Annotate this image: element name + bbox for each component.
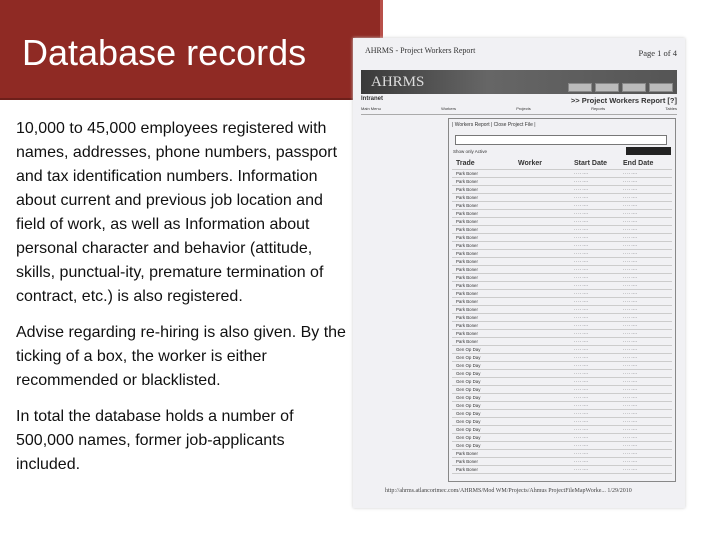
table-row	[452, 258, 672, 266]
trade-cell: Park Boner	[456, 211, 478, 216]
redacted-cell	[518, 362, 574, 369]
redacted-cell: ·· ·· ····	[574, 179, 589, 184]
redacted-cell: ·· ·· ····	[623, 459, 638, 464]
paragraph-rehiring: Advise regarding re-hiring is also given. By the ticking of a box, the worker is either recommended or blacklisted.	[16, 324, 346, 389]
redacted-cell: ·· ·· ····	[623, 219, 638, 224]
trade-cell: Park Boner	[456, 275, 478, 280]
table-row	[452, 266, 672, 274]
table-header	[452, 159, 672, 170]
trade-cell: Park Boner	[456, 171, 478, 176]
redacted-cell	[518, 306, 574, 313]
table-row	[452, 250, 672, 258]
redacted-cell: ·· ·· ····	[623, 275, 638, 280]
table-row	[452, 402, 672, 410]
redacted-cell: ·· ·· ····	[623, 195, 638, 200]
redacted-cell	[518, 242, 574, 249]
redacted-cell	[518, 426, 574, 433]
redacted-cell: ·· ·· ····	[623, 371, 638, 376]
redacted-cell	[518, 394, 574, 401]
col-trade: Trade	[456, 160, 475, 167]
trade-cell: Gen Op Day	[456, 427, 481, 432]
trade-cell: Park Boner	[456, 291, 478, 296]
table-row	[452, 458, 672, 466]
table-row	[452, 354, 672, 362]
redacted-cell: ·· ·· ····	[574, 371, 589, 376]
redacted-cell	[518, 258, 574, 265]
trade-cell: Gen Op Day	[456, 419, 481, 424]
trade-cell: Gen Op Day	[456, 379, 481, 384]
trade-cell: Park Boner	[456, 339, 478, 344]
trade-cell: Park Boner	[456, 227, 478, 232]
trade-cell: Park Boner	[456, 259, 478, 264]
redacted-cell: ·· ·· ····	[574, 355, 589, 360]
table-row	[452, 450, 672, 458]
trade-cell: Gen Op Day	[456, 403, 481, 408]
redacted-cell: ·· ·· ····	[574, 419, 589, 424]
redacted-cell: ·· ·· ····	[623, 427, 638, 432]
redacted-cell	[518, 370, 574, 377]
redacted-cell: ·· ·· ····	[574, 243, 589, 248]
redacted-cell: ·· ·· ····	[623, 211, 638, 216]
table-row	[452, 418, 672, 426]
redacted-cell: ·· ·· ····	[574, 307, 589, 312]
redacted-cell: ·· ·· ····	[574, 379, 589, 384]
table-row	[452, 330, 672, 338]
redacted-cell: ·· ·· ····	[623, 291, 638, 296]
table-row	[452, 314, 672, 322]
redacted-cell: ·· ·· ····	[574, 299, 589, 304]
redacted-cell: ·· ·· ····	[623, 323, 638, 328]
redacted-cell	[518, 186, 574, 193]
trade-cell: Gen Op Day	[456, 347, 481, 352]
table-row	[452, 338, 672, 346]
redacted-cell: ·· ·· ····	[623, 187, 638, 192]
redacted-cell: ·· ·· ····	[574, 467, 589, 472]
redacted-cell: ·· ·· ····	[574, 259, 589, 264]
redacted-cell	[518, 250, 574, 257]
table-row	[452, 370, 672, 378]
redacted-cell	[518, 354, 574, 361]
redacted-cell	[518, 274, 574, 281]
ahrms-logo: AHRMS	[371, 74, 425, 90]
show-only-active: Show only Active	[453, 149, 488, 154]
redacted-cell: ·· ·· ····	[574, 227, 589, 232]
redacted-cell: ·· ·· ····	[574, 211, 589, 216]
table-row	[452, 274, 672, 282]
title-banner	[0, 0, 383, 100]
redacted-cell: ·· ·· ····	[623, 363, 638, 368]
redacted-cell	[518, 298, 574, 305]
redacted-cell: ·· ·· ····	[574, 459, 589, 464]
redacted-cell: ·· ·· ····	[623, 395, 638, 400]
report-tabs: | Workers Report | Close Project File |	[452, 122, 536, 128]
redacted-cell: ·· ·· ····	[623, 435, 638, 440]
redacted-cell: ·· ·· ····	[623, 235, 638, 240]
trade-cell: Gen Op Day	[456, 355, 481, 360]
redacted-cell: ·· ·· ····	[623, 307, 638, 312]
ahrms-banner	[361, 70, 677, 94]
trade-cell: Park Boner	[456, 235, 478, 240]
redacted-cell	[518, 330, 574, 337]
redacted-cell	[518, 338, 574, 345]
table-row	[452, 378, 672, 386]
table-row	[452, 234, 672, 242]
redacted-cell: ·· ·· ····	[623, 411, 638, 416]
redacted-cell: ·· ·· ····	[623, 179, 638, 184]
redacted-cell	[518, 418, 574, 425]
redacted-cell: ·· ·· ····	[623, 331, 638, 336]
nav-item: Main Menu	[361, 106, 381, 111]
dark-bar	[626, 147, 671, 155]
redacted-cell	[518, 386, 574, 393]
table-row	[452, 466, 672, 474]
redacted-cell	[518, 314, 574, 321]
nav-item: Reports	[591, 106, 606, 111]
redacted-cell: ·· ·· ····	[574, 251, 589, 256]
table-row	[452, 346, 672, 354]
scanned-report-image	[353, 38, 685, 508]
redacted-cell: ·· ·· ····	[623, 299, 638, 304]
redacted-cell: ·· ·· ····	[623, 419, 638, 424]
redacted-cell: ·· ·· ····	[574, 363, 589, 368]
redacted-cell: ·· ·· ····	[623, 467, 638, 472]
redacted-cell: ·· ·· ····	[623, 251, 638, 256]
table-row	[452, 210, 672, 218]
redacted-cell: ·· ·· ····	[574, 203, 589, 208]
redacted-cell: ·· ·· ····	[574, 443, 589, 448]
banner-buttons	[568, 83, 673, 92]
redacted-cell: ·· ·· ····	[574, 387, 589, 392]
nav-item: Workers	[441, 106, 456, 111]
trade-cell: Park Boner	[456, 283, 478, 288]
redacted-cell	[518, 202, 574, 209]
report-title: >> Project Workers Report [?]	[570, 96, 677, 105]
redacted-cell	[518, 266, 574, 273]
trade-cell: Gen Op Day	[456, 435, 481, 440]
redacted-cell: ·· ·· ····	[623, 171, 638, 176]
col-end: End Date	[623, 160, 654, 167]
trade-cell: Gen Op Day	[456, 371, 481, 376]
trade-cell: Park Boner	[456, 299, 478, 304]
redacted-cell: ·· ·· ····	[574, 171, 589, 176]
trade-cell: Park Boner	[456, 243, 478, 248]
redacted-cell: ·· ·· ····	[623, 267, 638, 272]
trade-cell: Gen Op Day	[456, 411, 481, 416]
trade-cell: Park Boner	[456, 203, 478, 208]
report-header: AHRMS - Project Workers Report	[365, 46, 476, 55]
report-footer-url: http://ahrms.atlancorimec.com/AHRMS/Mod WM/Projects/Ahmus ProjectFileMapWorke... 1/29/2010	[385, 488, 632, 494]
redacted-cell	[518, 170, 574, 177]
intranet-label: Intranet	[361, 96, 384, 102]
redacted-cell: ·· ·· ····	[574, 451, 589, 456]
table-row	[452, 202, 672, 210]
trade-cell: Park Boner	[456, 451, 478, 456]
table-row	[452, 194, 672, 202]
redacted-cell: ·· ·· ····	[623, 403, 638, 408]
trade-cell: Park Boner	[456, 323, 478, 328]
redacted-cell: ·· ·· ····	[623, 451, 638, 456]
project-field	[455, 135, 667, 145]
col-worker: Worker	[518, 160, 542, 167]
redacted-cell	[518, 194, 574, 201]
table-row	[452, 386, 672, 394]
redacted-cell: ·· ·· ····	[623, 355, 638, 360]
nav-item: Tables	[665, 106, 677, 111]
redacted-cell: ·· ·· ····	[623, 243, 638, 248]
nav-bar	[361, 106, 677, 115]
redacted-cell	[518, 434, 574, 441]
redacted-cell	[518, 226, 574, 233]
redacted-cell: ·· ·· ····	[574, 267, 589, 272]
redacted-cell: ·· ·· ····	[623, 443, 638, 448]
trade-cell: Park Boner	[456, 315, 478, 320]
redacted-cell: ·· ·· ····	[623, 379, 638, 384]
table-row	[452, 218, 672, 226]
slide-body	[16, 117, 348, 489]
table-row	[452, 410, 672, 418]
trade-cell: Park Boner	[456, 251, 478, 256]
redacted-cell: ·· ·· ····	[574, 411, 589, 416]
redacted-cell: ·· ·· ····	[574, 235, 589, 240]
table-row	[452, 298, 672, 306]
redacted-cell	[518, 410, 574, 417]
redacted-cell: ·· ·· ····	[574, 339, 589, 344]
redacted-cell	[518, 218, 574, 225]
redacted-cell	[518, 178, 574, 185]
redacted-cell: ·· ·· ····	[574, 219, 589, 224]
redacted-cell: ·· ·· ····	[623, 283, 638, 288]
redacted-cell: ·· ·· ····	[623, 203, 638, 208]
paragraph-total: In total the database holds a number of 500,000 names, former job-applicants included.	[16, 408, 294, 473]
table-row	[452, 282, 672, 290]
trade-cell: Park Boner	[456, 187, 478, 192]
table-row	[452, 178, 672, 186]
nav-item: Projects	[516, 106, 531, 111]
redacted-cell: ·· ·· ····	[574, 427, 589, 432]
trade-cell: Park Boner	[456, 179, 478, 184]
trade-cell: Park Boner	[456, 459, 478, 464]
trade-cell: Gen Op Day	[456, 363, 481, 368]
table-row	[452, 322, 672, 330]
redacted-cell	[518, 346, 574, 353]
paragraph-employees: 10,000 to 45,000 employees registered with names, addresses, phone numbers, passport and tax identification numbers. Information about current and previous job location and field of work, as well as Information about personal character and behavior (attitude, skills, punctual-ity, premature termination of contract, etc.) is also registered.	[16, 120, 338, 305]
redacted-cell: ·· ·· ····	[574, 403, 589, 408]
trade-cell: Park Boner	[456, 219, 478, 224]
trade-cell: Park Boner	[456, 267, 478, 272]
redacted-cell: ·· ·· ····	[574, 187, 589, 192]
trade-cell: Gen Op Day	[456, 395, 481, 400]
redacted-cell: ·· ·· ····	[574, 283, 589, 288]
redacted-cell	[518, 322, 574, 329]
col-start: Start Date	[574, 160, 608, 167]
workers-table	[452, 159, 672, 474]
redacted-cell	[518, 210, 574, 217]
redacted-cell: ·· ·· ····	[623, 339, 638, 344]
redacted-cell: ·· ·· ····	[574, 291, 589, 296]
table-row	[452, 426, 672, 434]
table-row	[452, 242, 672, 250]
redacted-cell: ·· ·· ····	[623, 387, 638, 392]
trade-cell: Park Boner	[456, 307, 478, 312]
redacted-cell: ·· ·· ····	[574, 275, 589, 280]
table-row	[452, 226, 672, 234]
redacted-cell	[518, 450, 574, 457]
trade-cell: Park Boner	[456, 467, 478, 472]
redacted-cell	[518, 234, 574, 241]
redacted-cell: ·· ·· ····	[574, 395, 589, 400]
redacted-cell	[518, 378, 574, 385]
redacted-cell	[518, 282, 574, 289]
table-row	[452, 290, 672, 298]
table-row	[452, 434, 672, 442]
page-number: Page 1 of 4	[638, 48, 677, 58]
redacted-cell	[518, 466, 574, 473]
redacted-cell: ·· ·· ····	[623, 315, 638, 320]
redacted-cell: ·· ·· ····	[623, 259, 638, 264]
table-row	[452, 306, 672, 314]
redacted-cell	[518, 402, 574, 409]
trade-cell: Gen Op Day	[456, 387, 481, 392]
redacted-cell	[518, 458, 574, 465]
table-row	[452, 170, 672, 178]
redacted-cell: ·· ·· ····	[574, 331, 589, 336]
redacted-cell: ·· ·· ····	[574, 315, 589, 320]
slide-title: Database records	[22, 32, 307, 73]
redacted-cell: ·· ·· ····	[623, 347, 638, 352]
redacted-cell	[518, 442, 574, 449]
redacted-cell: ·· ·· ····	[574, 347, 589, 352]
table-row	[452, 442, 672, 450]
table-row	[452, 394, 672, 402]
trade-cell: Gen Op Day	[456, 443, 481, 448]
table-row	[452, 362, 672, 370]
redacted-cell: ·· ·· ····	[623, 227, 638, 232]
table-row	[452, 186, 672, 194]
report-panel	[448, 118, 676, 482]
redacted-cell: ·· ·· ····	[574, 323, 589, 328]
redacted-cell	[518, 290, 574, 297]
trade-cell: Park Boner	[456, 331, 478, 336]
redacted-cell: ·· ·· ····	[574, 195, 589, 200]
redacted-cell: ·· ·· ····	[574, 435, 589, 440]
trade-cell: Park Boner	[456, 195, 478, 200]
